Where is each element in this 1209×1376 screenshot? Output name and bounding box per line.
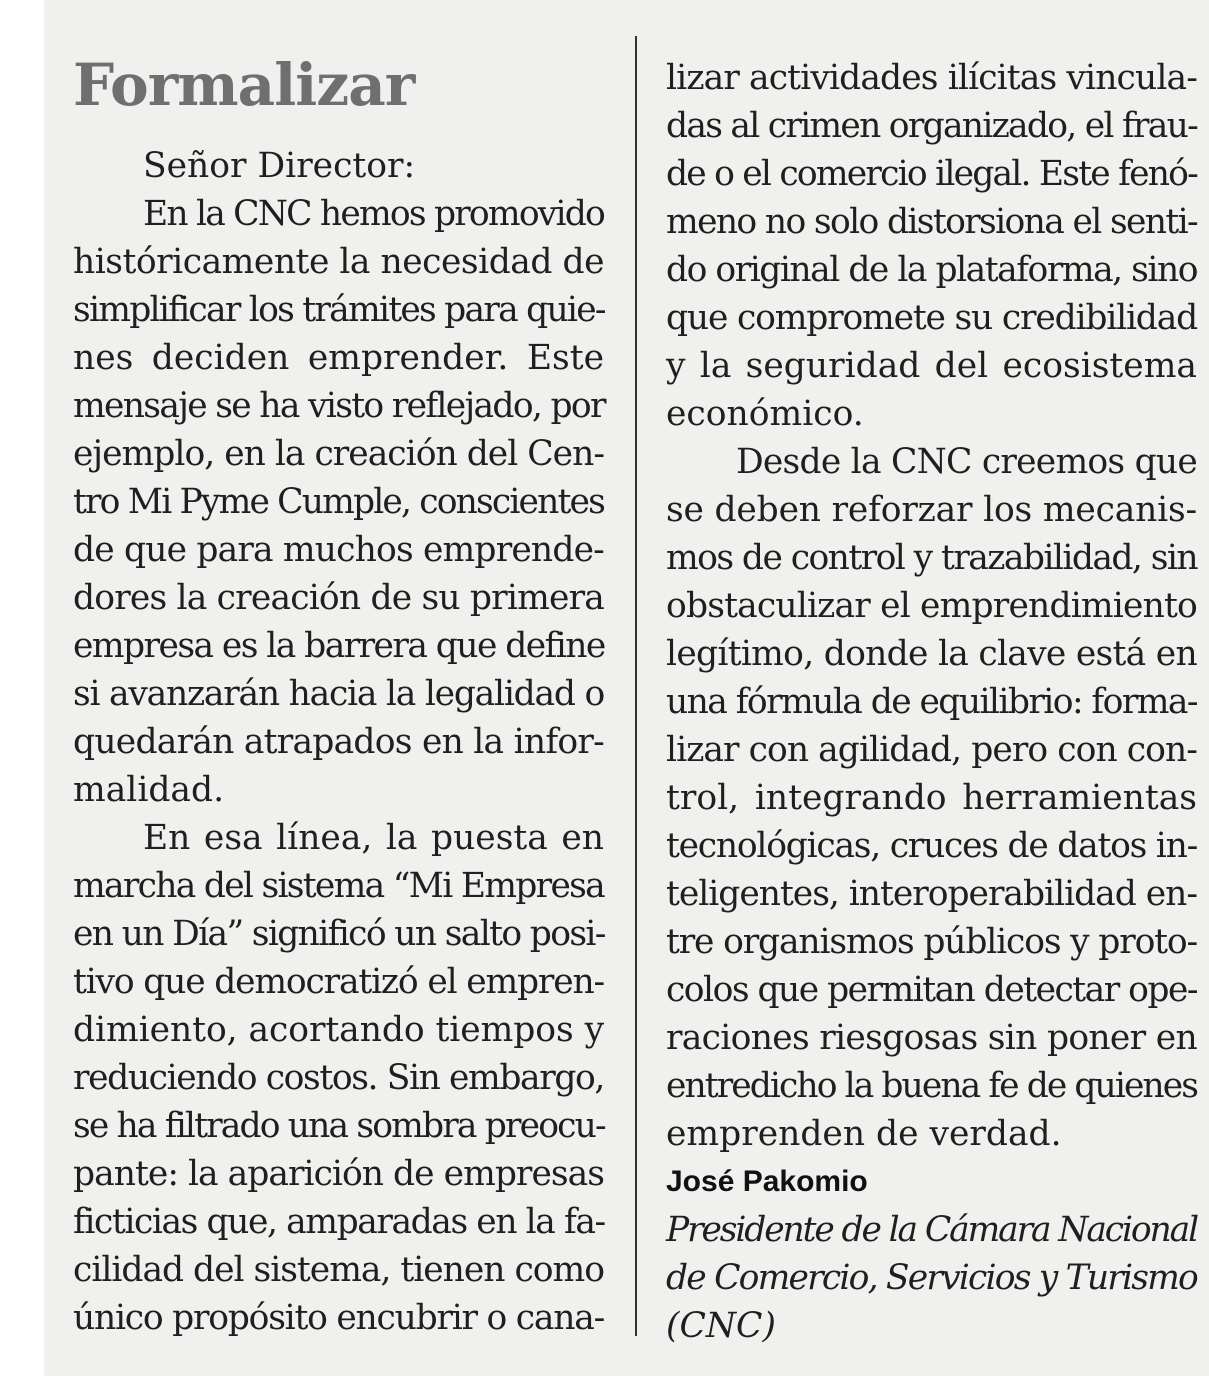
body-line: económico. [666, 394, 864, 434]
body-line: único propósito encubrir o cana- [73, 1298, 604, 1338]
body-line: ejemplo, en la creación del Cen- [73, 434, 604, 474]
body-line: teligentes, interoperabilidad en- [666, 874, 1197, 914]
body-line: tro Mi Pyme Cumple, conscientes [73, 482, 604, 522]
signature-name: José Pakomio [666, 1165, 868, 1198]
left-column [73, 142, 604, 1342]
body-line: das al crimen organizado, el frau- [666, 106, 1197, 146]
body-line: obstaculizar el emprendimiento [666, 586, 1197, 626]
body-line: simplificar los trámites para quie- [73, 290, 605, 330]
body-line: marcha del sistema “Mi Empresa [73, 866, 604, 906]
signature-role-line: (CNC) [666, 1306, 776, 1346]
body-line: empresa es la barrera que define [73, 626, 605, 666]
body-line: quedarán atrapados en la infor- [73, 722, 604, 762]
body-line: reduciendo costos. Sin embargo, [73, 1058, 604, 1098]
body-line: En la CNC hemos promovido [143, 194, 604, 234]
body-line: de o el comercio ilegal. Este fenó- [666, 154, 1197, 194]
body-line: pante: la aparición de empresas [73, 1154, 604, 1194]
body-line: una fórmula de equilibrio: forma- [666, 682, 1197, 722]
body-line: cilidad del sistema, tienen como [73, 1250, 604, 1290]
body-line: mensaje se ha visto reflejado, por [73, 386, 605, 426]
body-line: que compromete su credibilidad [666, 298, 1197, 338]
body-line: se ha filtrado una sombra preocu- [73, 1106, 605, 1146]
body-line: do original de la plataforma, sino [666, 250, 1197, 290]
body-line: tre organismos públicos y proto- [666, 922, 1197, 962]
signature-role-line: Presidente de la Cámara Nacional [666, 1210, 1197, 1250]
body-line: de que para muchos emprende- [73, 530, 604, 570]
body-line: nes deciden emprender. Este [73, 338, 604, 378]
body-line: lizar con agilidad, pero con con- [666, 730, 1197, 770]
body-line: legítimo, donde la clave está en [666, 634, 1197, 674]
body-line: entredicho la buena fe de quienes [666, 1066, 1197, 1106]
signature-role-line: de Comercio, Servicios y Turismo [666, 1258, 1197, 1298]
body-line: si avanzarán hacia la legalidad o [73, 674, 604, 714]
body-line: emprenden de verdad. [666, 1114, 1062, 1154]
right-column [666, 54, 1197, 1350]
body-line: tecnológicas, cruces de datos in- [666, 826, 1197, 866]
body-line: trol, integrando herramientas [666, 778, 1197, 818]
body-line: y la seguridad del ecosistema [666, 346, 1197, 386]
body-line: meno no solo distorsiona el senti- [666, 202, 1197, 242]
body-line: dores la creación de su primera [73, 578, 604, 618]
letter-title: Formalizar [73, 51, 415, 119]
body-line: dimiento, acortando tiempos y [73, 1010, 604, 1050]
salutation: Señor Director: [143, 146, 416, 186]
body-line: lizar actividades ilícitas vincula- [666, 58, 1197, 98]
body-line: malidad. [73, 770, 225, 810]
body-line: se deben reforzar los mecanis- [666, 490, 1197, 530]
body-line: Desde la CNC creemos que [736, 442, 1197, 482]
body-line: ficticias que, amparadas en la fa- [73, 1202, 605, 1242]
body-line: en un Día” significó un salto posi- [73, 914, 605, 954]
body-line: En esa línea, la puesta en [143, 818, 604, 858]
column-divider [635, 36, 637, 1336]
body-line: colos que permitan detectar ope- [666, 970, 1197, 1010]
body-line: raciones riesgosas sin poner en [666, 1018, 1197, 1058]
body-line: tivo que democratizó el empren- [73, 962, 604, 1002]
body-line: históricamente la necesidad de [73, 242, 604, 282]
body-line: mos de control y trazabilidad, sin [666, 538, 1197, 578]
